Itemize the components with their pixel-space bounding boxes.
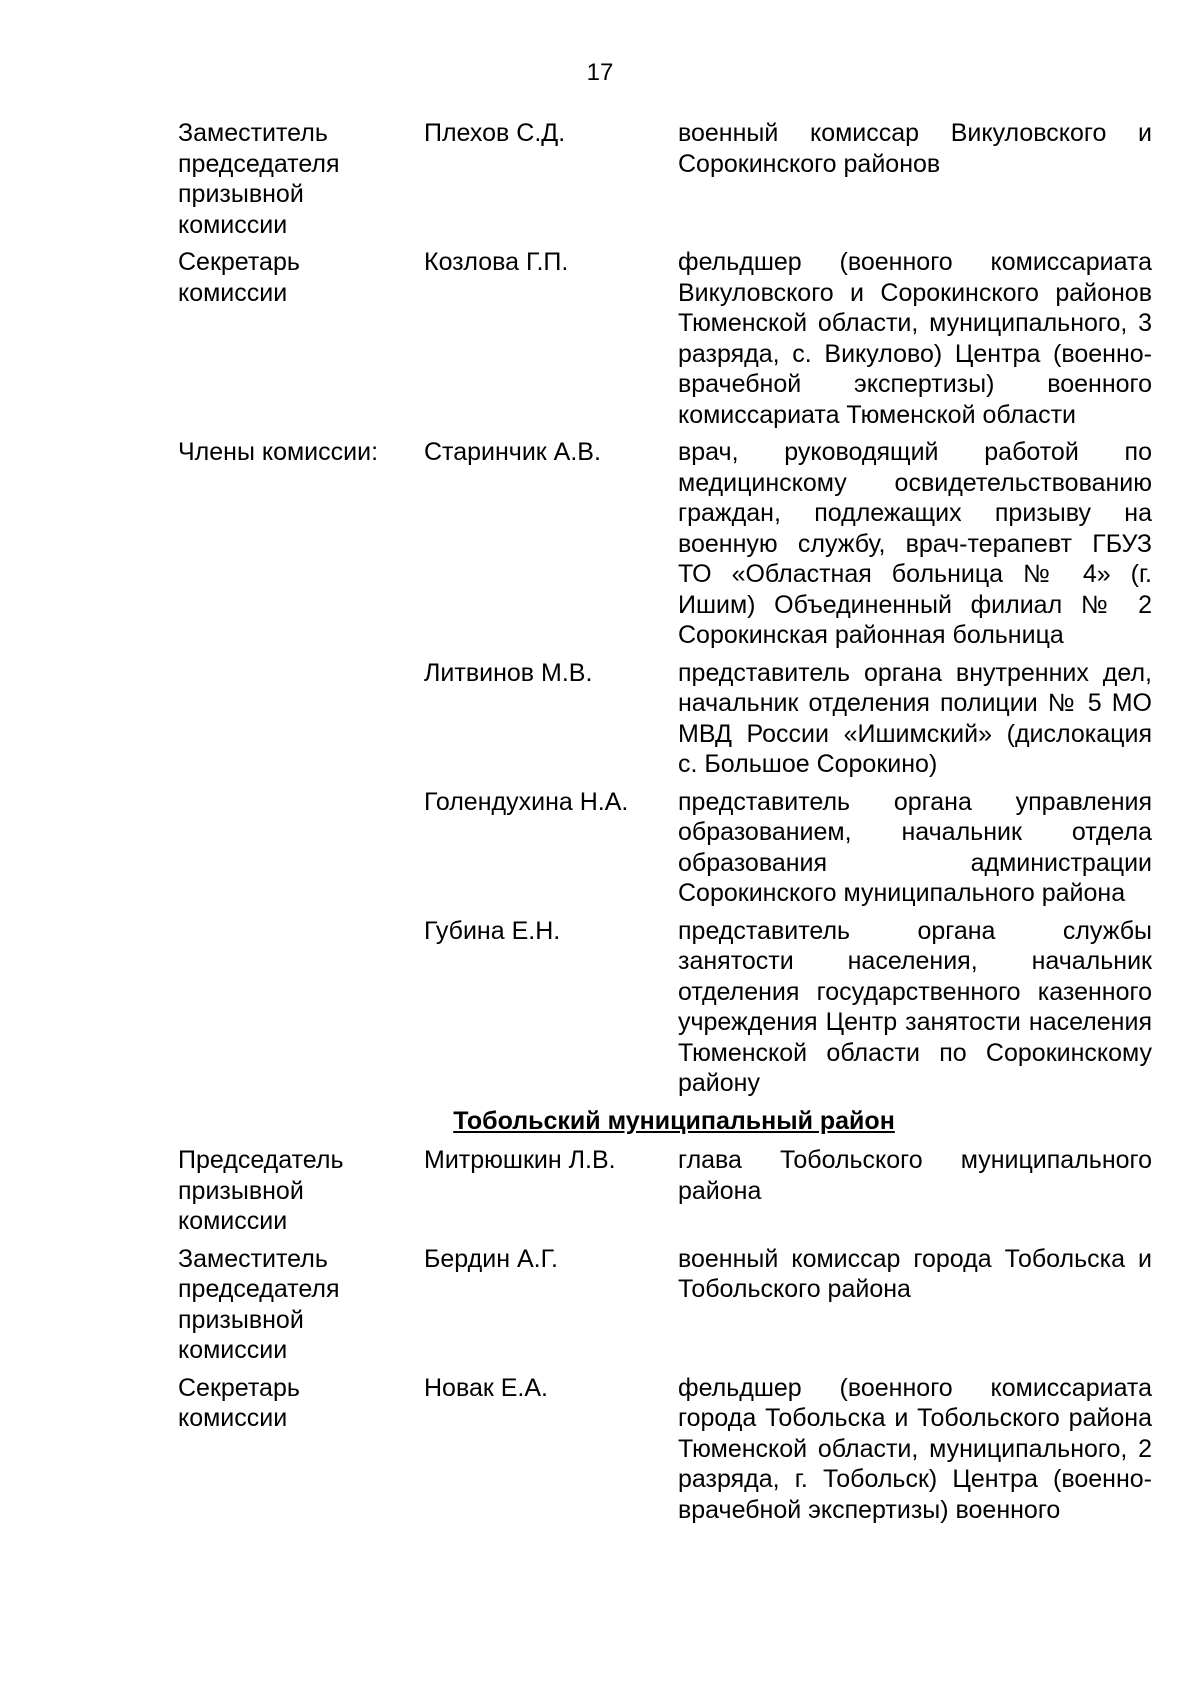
member-position: военный комиссар города Тобольска и Тобольского района <box>678 1244 1152 1303</box>
commission-row <box>178 658 1152 780</box>
commission-row <box>178 437 1152 651</box>
member-position: фельдшер (военного комиссариата города Тобольска и Тобольского района Тюменской области, муниципального, 2 разряда, г. Тобольск) Центра (военно-врачебной экспертизы) военного <box>678 1373 1152 1524</box>
member-name: Бердин А.Г. <box>424 1244 558 1273</box>
section-title: Тобольский муниципальный район <box>453 1106 895 1135</box>
role-label <box>178 787 424 909</box>
member-name: Голендухина Н.А. <box>424 787 629 816</box>
member-name: Новак Е.А. <box>424 1373 548 1402</box>
commission-row <box>178 247 1152 430</box>
member-name: Литвинов М.В. <box>424 658 593 687</box>
role-label: Секретарь комиссии <box>178 1373 300 1432</box>
member-name: Губина Е.Н. <box>424 916 561 945</box>
role-label <box>178 916 424 1099</box>
commission-row <box>178 787 1152 909</box>
member-name: Старинчик А.В. <box>424 438 601 466</box>
member-position: военный комиссар Викуловского и Сорокинского районов <box>678 119 1152 178</box>
role-label: Заместитель председателя призывной комиссии <box>178 1244 340 1364</box>
member-position: врач, руководящий работой по медицинскому освидетельствованию граждан, подлежащих призыву на военную службу, врач-терапевт ГБУЗ ТО «Областная больница № 4» (г. Ишим) Объединенный филиал № 2 Сорокинская районная больница <box>678 438 1152 649</box>
page-number: 17 <box>586 59 614 86</box>
commission-row <box>178 118 1152 240</box>
member-position: представитель органа управления образованием, начальник отдела образования администрации Сорокинского муниципального района <box>678 787 1152 907</box>
role-label: Заместитель председателя призывной комиссии <box>178 119 340 239</box>
member-position: представитель органа службы занятости населения, начальник отделения государственного казенного учреждения Центр занятости населения Тюменской области по Сорокинскому району <box>678 916 1152 1097</box>
commission-row <box>178 1373 1152 1526</box>
member-name: Митрюшкин Л.В. <box>424 1146 616 1174</box>
role-label: Председатель призывной комиссии <box>178 1146 344 1235</box>
role-label: Члены комиссии: <box>178 438 379 466</box>
role-label: Секретарь комиссии <box>178 248 300 307</box>
member-name: Плехов С.Д. <box>424 119 566 147</box>
member-position: представитель органа внутренних дел, начальник отделения полиции № 5 МО МВД России «Ишимский» (дислокация с. Большое Сорокино) <box>678 658 1152 778</box>
member-name: Козлова Г.П. <box>424 248 569 276</box>
commission-row <box>178 1145 1152 1237</box>
member-position: фельдшер (военного комиссариата Викуловского и Сорокинского районов Тюменской области, муниципального, 3 разряда, с. Викулово) Центра (военно-врачебной экспертизы) военного комиссариата Тюменской области <box>678 248 1152 429</box>
commission-row <box>178 916 1152 1099</box>
commission-document <box>178 118 1152 1532</box>
role-label <box>178 658 424 780</box>
commission-row <box>178 1244 1152 1366</box>
member-position: глава Тобольского муниципального района <box>678 1146 1152 1205</box>
